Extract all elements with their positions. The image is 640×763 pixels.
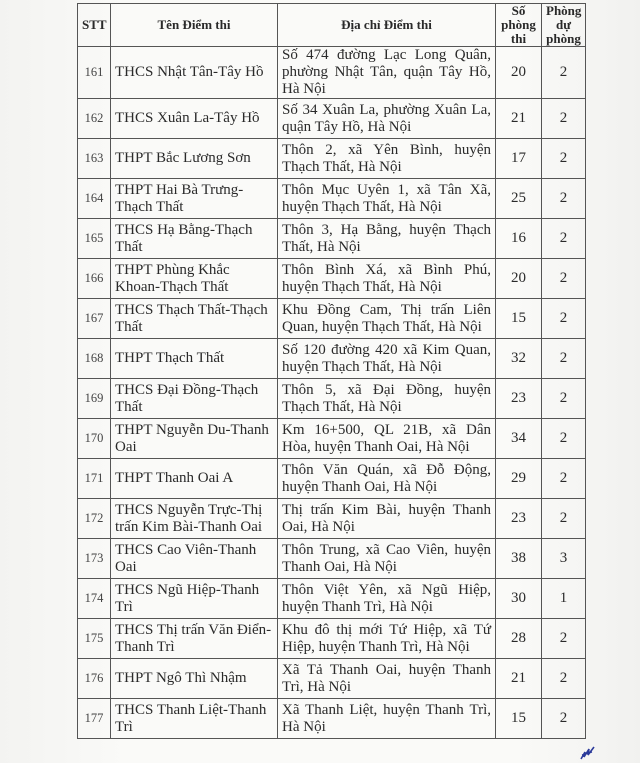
cell-rooms: 20 <box>496 47 542 99</box>
cell-rooms: 32 <box>496 339 542 379</box>
table-row <box>78 259 586 299</box>
cell-address: Thị trấn Kim Bài, huyện Thanh Oai, Hà Nội <box>278 499 496 539</box>
header-rooms-line: phòng <box>501 17 536 32</box>
cell-reserve: 2 <box>542 699 586 739</box>
cell-name: THCS Thạch Thất-Thạch Thất <box>111 299 278 339</box>
cell-reserve: 2 <box>542 499 586 539</box>
cell-reserve: 2 <box>542 219 586 259</box>
cell-address: Thôn Việt Yên, xã Ngũ Hiệp, huyện Thanh Trì, Hà Nội <box>278 579 496 619</box>
cell-address: Xã Tả Thanh Oai, huyện Thanh Trì, Hà Nội <box>278 659 496 699</box>
cell-name: THPT Bắc Lương Sơn <box>111 139 278 179</box>
cell-rooms: 29 <box>496 459 542 499</box>
header-rooms-line: Số <box>511 3 526 18</box>
cell-name: THPT Phùng Khắc Khoan-Thạch Thất <box>111 259 278 299</box>
cell-reserve: 1 <box>542 579 586 619</box>
cell-stt: 162 <box>78 99 111 139</box>
cell-rooms: 23 <box>496 379 542 419</box>
cell-address: Thôn Mục Uyên 1, xã Tân Xã, huyện Thạch Thất, Hà Nội <box>278 179 496 219</box>
cell-reserve: 2 <box>542 419 586 459</box>
cell-stt: 171 <box>78 459 111 499</box>
cell-name: THPT Thanh Oai A <box>111 459 278 499</box>
exam-sites-table <box>77 3 586 739</box>
cell-reserve: 3 <box>542 539 586 579</box>
cell-stt: 164 <box>78 179 111 219</box>
cell-reserve: 2 <box>542 659 586 699</box>
table-row <box>78 579 586 619</box>
table-row <box>78 459 586 499</box>
cell-rooms: 21 <box>496 99 542 139</box>
cell-stt: 163 <box>78 139 111 179</box>
cell-address: Thôn 5, xã Đại Đồng, huyện Thạch Thất, Hà Nội <box>278 379 496 419</box>
cell-address: Thôn Văn Quán, xã Đỗ Động, huyện Thanh Oai, Hà Nội <box>278 459 496 499</box>
cell-rooms: 28 <box>496 619 542 659</box>
header-reserve-line: phòng <box>546 31 581 46</box>
cell-reserve: 2 <box>542 619 586 659</box>
table-row <box>78 499 586 539</box>
cell-reserve: 2 <box>542 339 586 379</box>
table-row <box>78 419 586 459</box>
header-reserve <box>542 4 586 47</box>
cell-name: THCS Nhật Tân-Tây Hồ <box>111 47 278 99</box>
cell-address: Số 120 đường 420 xã Kim Quan, huyện Thạch Thất, Hà Nội <box>278 339 496 379</box>
cell-rooms: 25 <box>496 179 542 219</box>
cell-name: THCS Cao Viên-Thanh Oai <box>111 539 278 579</box>
cell-rooms: 16 <box>496 219 542 259</box>
cell-address: Xã Thanh Liệt, huyện Thanh Trì, Hà Nội <box>278 699 496 739</box>
cell-rooms: 20 <box>496 259 542 299</box>
cell-name: THPT Nguyễn Du-Thanh Oai <box>111 419 278 459</box>
cell-stt: 166 <box>78 259 111 299</box>
header-rooms <box>496 4 542 47</box>
table-row <box>78 47 586 99</box>
cell-name: THCS Nguyễn Trực-Thị trấn Kim Bài-Thanh Oai <box>111 499 278 539</box>
cell-address: Số 474 đường Lạc Long Quân, phường Nhật Tân, quận Tây Hồ, Hà Nội <box>278 47 496 99</box>
cell-name: THCS Xuân La-Tây Hồ <box>111 99 278 139</box>
cell-stt: 170 <box>78 419 111 459</box>
cell-rooms: 15 <box>496 299 542 339</box>
cell-stt: 177 <box>78 699 111 739</box>
cell-reserve: 2 <box>542 47 586 99</box>
table-row <box>78 619 586 659</box>
cell-reserve: 2 <box>542 299 586 339</box>
table-row <box>78 299 586 339</box>
cell-reserve: 2 <box>542 379 586 419</box>
cell-stt: 176 <box>78 659 111 699</box>
cell-stt: 167 <box>78 299 111 339</box>
cell-address: Km 16+500, QL 21B, xã Dân Hòa, huyện Thanh Oai, Hà Nội <box>278 419 496 459</box>
header-address: Địa chỉ Điểm thi <box>278 4 496 47</box>
cell-stt: 172 <box>78 499 111 539</box>
header-rooms-line: thi <box>510 31 527 46</box>
cell-name: THCS Thanh Liệt-Thanh Trì <box>111 699 278 739</box>
table-row <box>78 219 586 259</box>
cell-rooms: 38 <box>496 539 542 579</box>
cell-reserve: 2 <box>542 459 586 499</box>
cell-rooms: 15 <box>496 699 542 739</box>
cell-address: Khu Đồng Cam, Thị trấn Liên Quan, huyện Thạch Thất, Hà Nội <box>278 299 496 339</box>
cell-stt: 161 <box>78 47 111 99</box>
table-row <box>78 659 586 699</box>
cell-name: THPT Ngô Thì Nhậm <box>111 659 278 699</box>
cell-stt: 168 <box>78 339 111 379</box>
cell-name: THPT Thạch Thất <box>111 339 278 379</box>
cell-address: Thôn 3, Hạ Bằng, huyện Thạch Thất, Hà Nội <box>278 219 496 259</box>
cell-address: Khu đô thị mới Tứ Hiệp, xã Tứ Hiệp, huyện Thanh Trì, Hà Nội <box>278 619 496 659</box>
cell-rooms: 17 <box>496 139 542 179</box>
cell-rooms: 30 <box>496 579 542 619</box>
table-row <box>78 539 586 579</box>
table-row <box>78 99 586 139</box>
header-name: Tên Điểm thi <box>111 4 278 47</box>
cell-stt: 165 <box>78 219 111 259</box>
table-header-row <box>78 4 586 47</box>
header-stt: STT <box>78 4 111 47</box>
table-row <box>78 139 586 179</box>
table-row <box>78 379 586 419</box>
table-row <box>78 699 586 739</box>
cell-address: Số 34 Xuân La, phường Xuân La, quận Tây Hồ, Hà Nội <box>278 99 496 139</box>
table-row <box>78 339 586 379</box>
cell-reserve: 2 <box>542 99 586 139</box>
cell-name: THCS Thị trấn Văn Điển-Thanh Trì <box>111 619 278 659</box>
cell-rooms: 23 <box>496 499 542 539</box>
cell-rooms: 34 <box>496 419 542 459</box>
cell-name: THCS Hạ Bằng-Thạch Thất <box>111 219 278 259</box>
cell-name: THCS Ngũ Hiệp-Thanh Trì <box>111 579 278 619</box>
cell-address: Thôn Bình Xá, xã Bình Phú, huyện Thạch Thất, Hà Nội <box>278 259 496 299</box>
signature-mark <box>580 746 596 760</box>
cell-stt: 173 <box>78 539 111 579</box>
header-reserve-line: Phòng <box>546 3 582 18</box>
cell-name: THPT Hai Bà Trưng-Thạch Thất <box>111 179 278 219</box>
cell-name: THCS Đại Đồng-Thạch Thất <box>111 379 278 419</box>
table-row <box>78 179 586 219</box>
cell-reserve: 2 <box>542 259 586 299</box>
cell-reserve: 2 <box>542 139 586 179</box>
cell-stt: 174 <box>78 579 111 619</box>
header-reserve-line: dự <box>555 17 572 32</box>
cell-reserve: 2 <box>542 179 586 219</box>
cell-address: Thôn Trung, xã Cao Viên, huyện Thanh Oai, Hà Nội <box>278 539 496 579</box>
cell-stt: 169 <box>78 379 111 419</box>
cell-rooms: 21 <box>496 659 542 699</box>
cell-address: Thôn 2, xã Yên Bình, huyện Thạch Thất, Hà Nội <box>278 139 496 179</box>
cell-stt: 175 <box>78 619 111 659</box>
